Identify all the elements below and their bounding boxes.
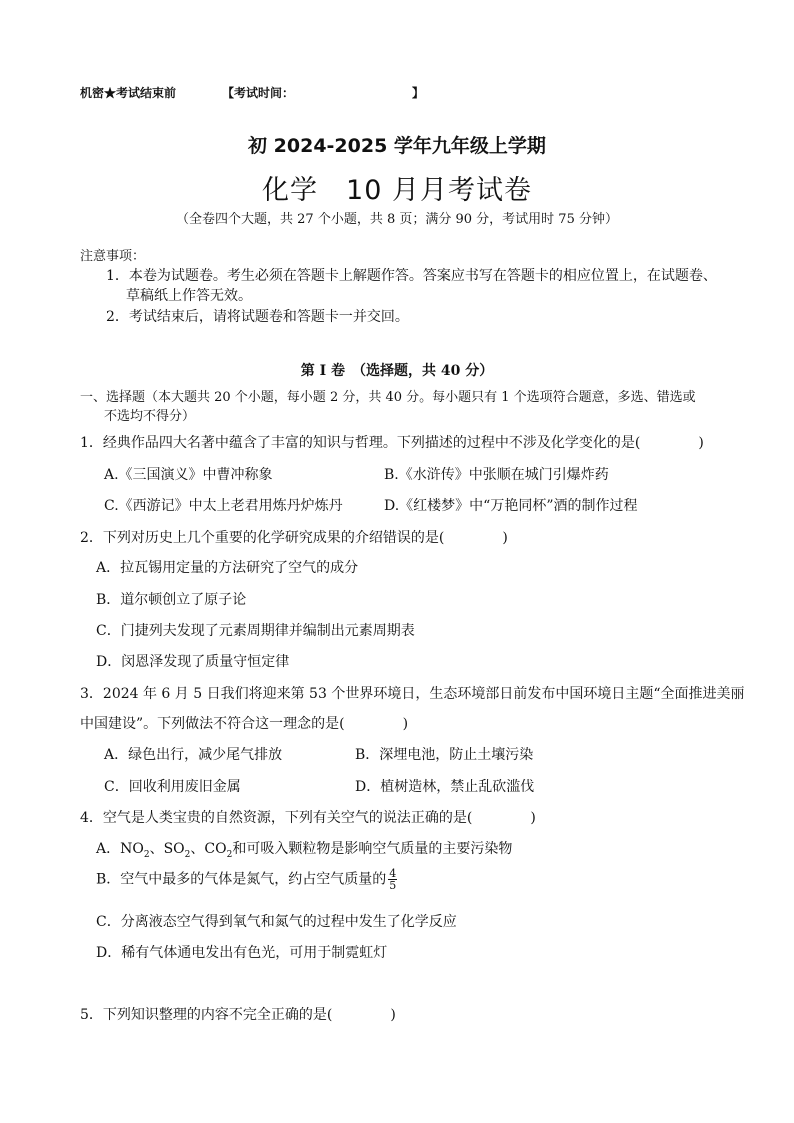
- fraction-denominator: 5: [389, 879, 397, 892]
- question-2: [80, 527, 508, 547]
- close-paren: ): [698, 435, 704, 451]
- close-paren: ): [390, 1007, 396, 1023]
- question-3-cont: [80, 713, 408, 733]
- q3-option-b: B．深埋电池，防止土壤污染: [355, 747, 534, 763]
- section-instruction: 一、选择题（本大题共 20 个小题，每小题 2 分，共 40 分。每小题只有 1 个选项符合题意，多选、错选或: [80, 390, 696, 405]
- q4-option-d: D．稀有气体通电发出有色光，可用于制霓虹灯: [96, 945, 388, 961]
- section-instruction-cont: 不选均不得分）: [104, 409, 196, 424]
- fraction: [388, 868, 397, 891]
- question-3: 3．2024 年 6 月 5 日我们将迎来第 53 个世界环境日，生态环境部日前发布中国环境日主题“全面推进美丽: [80, 686, 745, 702]
- q1-option-c: C.《西游记》中太上老君用炼丹炉炼丹: [104, 498, 343, 514]
- q3-option-c: C．回收利用废旧金属: [104, 779, 241, 795]
- section-title: 第 I 卷 （选择题，共 40 分）: [300, 363, 494, 379]
- close-paren: ): [502, 530, 508, 546]
- grade-line: 初 2024-2025 学年九年级上学期: [248, 135, 546, 157]
- q1-option-a: A.《三国演义》中曹冲称象: [104, 467, 273, 483]
- confidential-label: 机密★考试结束前: [80, 86, 177, 100]
- q3-option-d: D．植树造林，禁止乱砍滥伐: [355, 779, 535, 795]
- q1-option-d: D.《红楼梦》中“万艳同杯”酒的制作过程: [384, 498, 638, 514]
- q4-option-a: [96, 838, 512, 860]
- fraction-numerator: 4: [389, 867, 397, 880]
- option-text: B．空气中最多的气体是氮气，约占空气质量的: [96, 871, 387, 888]
- option-text: 、CO: [190, 841, 227, 857]
- question-stem: 中国建设”。下列做法不符合这一理念的是(: [80, 716, 345, 732]
- notice-heading: 注意事项：: [80, 249, 146, 264]
- question-stem: 2．下列对历史上几个重要的化学研究成果的介绍错误的是(: [80, 530, 445, 546]
- question-stem: 5．下列知识整理的内容不完全正确的是(: [80, 1007, 333, 1023]
- page-title: 化学 10 月月考试卷: [262, 175, 532, 206]
- close-paren: ): [402, 716, 409, 732]
- q3-option-a: A．绿色出行，减少尾气排放: [104, 747, 283, 763]
- exam-time-field: [222, 84, 424, 101]
- notice-item-2: 2．考试结束后，请将试题卷和答题卡一并交回。: [106, 309, 409, 325]
- question-stem: 1．经典作品四大名著中蕴含了丰富的知识与哲理。下列描述的过程中不涉及化学变化的是(: [80, 435, 641, 451]
- notice-item-1: 1．本卷为试题卷。考生必须在答题卡上解题作答。答案应书写在答题卡的相应位置上，在试题卷、: [106, 268, 717, 284]
- q2-option-c: C．门捷列夫发现了元素周期律并编制出元素周期表: [96, 623, 415, 639]
- question-1: [80, 432, 704, 452]
- question-5: [80, 1004, 396, 1024]
- q2-option-a: A．拉瓦锡用定量的方法研究了空气的成分: [96, 560, 359, 576]
- q1-option-b: B.《水浒传》中张顺在城门引爆炸药: [384, 467, 609, 483]
- question-4: [80, 807, 536, 827]
- close-paren: ): [530, 810, 536, 826]
- option-text: 和可吸入颗粒物是影响空气质量的主要污染物: [232, 841, 513, 857]
- q2-option-d: D．闵恩泽发现了质量守恒定律: [96, 654, 290, 670]
- exam-time-close: 】: [412, 86, 425, 100]
- exam-time-open: 【考试时间：: [222, 86, 295, 100]
- q4-option-b: [96, 868, 397, 891]
- q4-option-c: C．分离液态空气得到氧气和氮气的过程中发生了化学反应: [96, 914, 457, 930]
- exam-info: （全卷四个大题，共 27 个小题，共 8 页；满分 90 分，考试用时 75 分钟）: [176, 212, 618, 227]
- subscript: 2: [226, 849, 233, 860]
- q2-option-b: B．道尔顿创立了原子论: [96, 592, 247, 608]
- subscript: 2: [184, 849, 191, 860]
- notice-item-1-cont: 草稿纸上作答无效。: [126, 288, 252, 304]
- option-text: 、SO: [149, 841, 185, 857]
- option-text: A．NO: [96, 841, 144, 857]
- subscript: 2: [143, 849, 150, 860]
- question-stem: 4．空气是人类宝贵的自然资源，下列有关空气的说法正确的是(: [80, 810, 473, 826]
